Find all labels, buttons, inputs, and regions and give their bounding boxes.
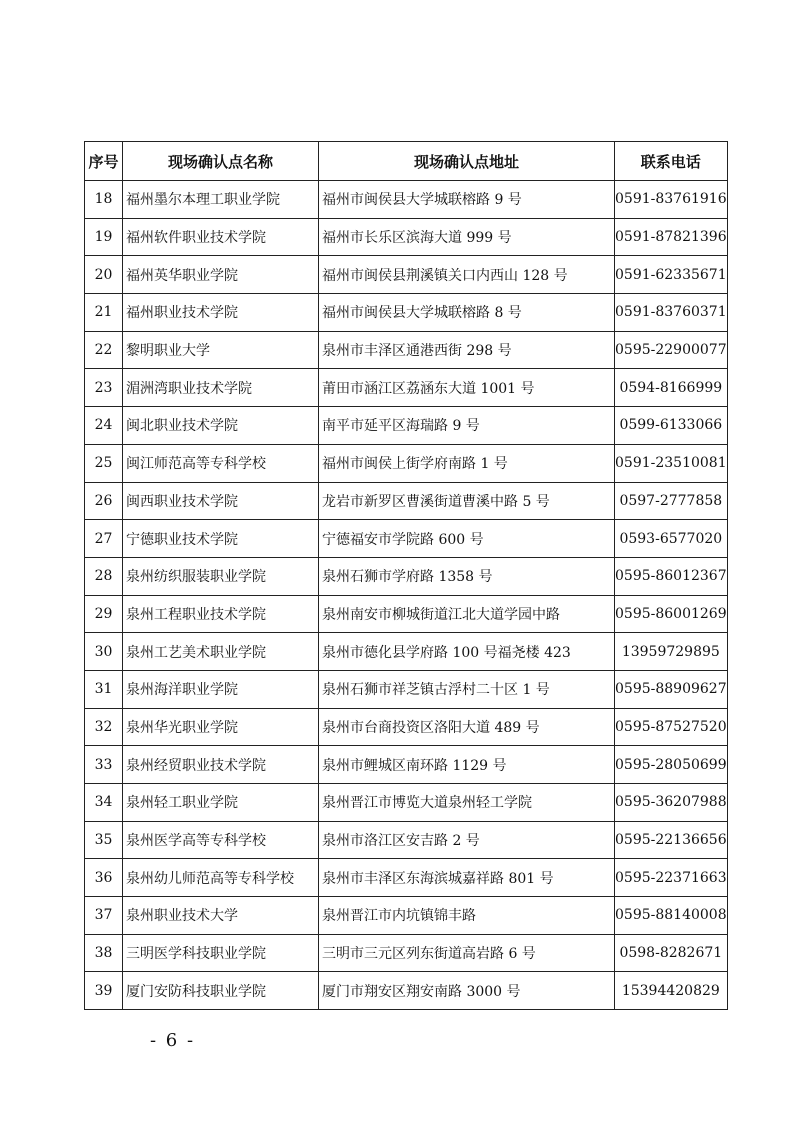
phone-number: 0591-87821396	[615, 218, 728, 256]
site-name: 泉州工程职业技术学院	[123, 595, 319, 633]
site-name: 泉州海洋职业学院	[123, 670, 319, 708]
site-name: 泉州幼儿师范高等专科学校	[123, 859, 319, 897]
row-index: 25	[85, 444, 123, 482]
header-phone: 联系电话	[615, 142, 728, 181]
row-index: 28	[85, 557, 123, 595]
row-index: 24	[85, 407, 123, 445]
site-address: 福州市闽侯县大学城联榕路 8 号	[319, 294, 615, 332]
site-address: 泉州市丰泽区通港西街 298 号	[319, 331, 615, 369]
phone-number: 13959729895	[615, 633, 728, 671]
row-index: 18	[85, 181, 123, 219]
site-address: 泉州市洛江区安吉路 2 号	[319, 821, 615, 859]
site-name: 福州职业技术学院	[123, 294, 319, 332]
site-address: 南平市延平区海瑞路 9 号	[319, 407, 615, 445]
header-index: 序号	[85, 142, 123, 181]
row-index: 26	[85, 482, 123, 520]
table-row	[85, 746, 728, 784]
row-index: 36	[85, 859, 123, 897]
site-address: 泉州石狮市学府路 1358 号	[319, 557, 615, 595]
site-name: 闽江师范高等专科学校	[123, 444, 319, 482]
site-address: 三明市三元区列东街道高岩路 6 号	[319, 934, 615, 972]
table-row	[85, 444, 728, 482]
site-address: 泉州南安市柳城街道江北大道学园中路	[319, 595, 615, 633]
table-row	[85, 407, 728, 445]
site-table-container	[84, 141, 728, 1010]
site-name: 福州墨尔本理工职业学院	[123, 181, 319, 219]
header-site-name: 现场确认点名称	[123, 142, 319, 181]
table-row	[85, 218, 728, 256]
site-name: 福州软件职业技术学院	[123, 218, 319, 256]
site-name: 厦门安防科技职业学院	[123, 972, 319, 1010]
table-row	[85, 897, 728, 935]
site-address: 莆田市涵江区荔涵东大道 1001 号	[319, 369, 615, 407]
site-address: 泉州市鲤城区南环路 1129 号	[319, 746, 615, 784]
phone-number: 0594-8166999	[615, 369, 728, 407]
row-index: 37	[85, 897, 123, 935]
table-row	[85, 595, 728, 633]
phone-number: 15394420829	[615, 972, 728, 1010]
row-index: 20	[85, 256, 123, 294]
phone-number: 0595-87527520	[615, 708, 728, 746]
table-row	[85, 633, 728, 671]
site-name: 泉州华光职业学院	[123, 708, 319, 746]
site-address: 福州市长乐区滨海大道 999 号	[319, 218, 615, 256]
site-name: 三明医学科技职业学院	[123, 934, 319, 972]
phone-number: 0593-6577020	[615, 520, 728, 558]
row-index: 21	[85, 294, 123, 332]
table-row	[85, 972, 728, 1010]
row-index: 32	[85, 708, 123, 746]
site-name: 泉州纺织服装职业学院	[123, 557, 319, 595]
phone-number: 0595-28050699	[615, 746, 728, 784]
table-row	[85, 821, 728, 859]
site-address: 泉州石狮市祥芝镇古浮村二十区 1 号	[319, 670, 615, 708]
table-header-row	[85, 142, 728, 181]
site-name: 泉州工艺美术职业学院	[123, 633, 319, 671]
site-address: 泉州晋江市内坑镇锦丰路	[319, 897, 615, 935]
site-name: 泉州医学高等专科学校	[123, 821, 319, 859]
table-body	[85, 181, 728, 1010]
phone-number: 0595-88909627	[615, 670, 728, 708]
phone-number: 0595-86012367	[615, 557, 728, 595]
site-name: 福州英华职业学院	[123, 256, 319, 294]
table-row	[85, 670, 728, 708]
row-index: 19	[85, 218, 123, 256]
site-address: 泉州晋江市博览大道泉州轻工学院	[319, 784, 615, 822]
phone-number: 0595-22136656	[615, 821, 728, 859]
page-number: - 6 -	[150, 1030, 196, 1051]
phone-number: 0595-88140008	[615, 897, 728, 935]
row-index: 39	[85, 972, 123, 1010]
table-row	[85, 256, 728, 294]
row-index: 29	[85, 595, 123, 633]
table-row	[85, 331, 728, 369]
site-name: 泉州职业技术大学	[123, 897, 319, 935]
table-row	[85, 520, 728, 558]
phone-number: 0599-6133066	[615, 407, 728, 445]
site-address: 福州市闽侯上街学府南路 1 号	[319, 444, 615, 482]
table-row	[85, 294, 728, 332]
row-index: 31	[85, 670, 123, 708]
table-row	[85, 181, 728, 219]
phone-number: 0598-8282671	[615, 934, 728, 972]
row-index: 34	[85, 784, 123, 822]
site-address: 厦门市翔安区翔安南路 3000 号	[319, 972, 615, 1010]
site-address: 龙岩市新罗区曹溪街道曹溪中路 5 号	[319, 482, 615, 520]
site-name: 湄洲湾职业技术学院	[123, 369, 319, 407]
site-name: 黎明职业大学	[123, 331, 319, 369]
site-name: 闽北职业技术学院	[123, 407, 319, 445]
header-site-address: 现场确认点地址	[319, 142, 615, 181]
table-row	[85, 557, 728, 595]
site-address: 泉州市丰泽区东海滨城嘉祥路 801 号	[319, 859, 615, 897]
phone-number: 0597-2777858	[615, 482, 728, 520]
table-row	[85, 369, 728, 407]
row-index: 35	[85, 821, 123, 859]
phone-number: 0591-23510081	[615, 444, 728, 482]
site-address: 福州市闽侯县大学城联榕路 9 号	[319, 181, 615, 219]
site-name: 泉州经贸职业技术学院	[123, 746, 319, 784]
row-index: 33	[85, 746, 123, 784]
site-address: 宁德福安市学院路 600 号	[319, 520, 615, 558]
table-row	[85, 934, 728, 972]
confirmation-site-table	[84, 141, 728, 1010]
phone-number: 0595-22900077	[615, 331, 728, 369]
phone-number: 0595-36207988	[615, 784, 728, 822]
site-address: 福州市闽侯县荆溪镇关口内西山 128 号	[319, 256, 615, 294]
site-name: 泉州轻工职业学院	[123, 784, 319, 822]
phone-number: 0591-62335671	[615, 256, 728, 294]
row-index: 22	[85, 331, 123, 369]
row-index: 30	[85, 633, 123, 671]
table-row	[85, 482, 728, 520]
site-address: 泉州市德化县学府路 100 号福尧楼 423	[319, 633, 615, 671]
row-index: 38	[85, 934, 123, 972]
phone-number: 0595-22371663	[615, 859, 728, 897]
row-index: 27	[85, 520, 123, 558]
table-row	[85, 708, 728, 746]
phone-number: 0591-83760371	[615, 294, 728, 332]
row-index: 23	[85, 369, 123, 407]
site-name: 闽西职业技术学院	[123, 482, 319, 520]
table-row	[85, 784, 728, 822]
site-name: 宁德职业技术学院	[123, 520, 319, 558]
phone-number: 0595-86001269	[615, 595, 728, 633]
phone-number: 0591-83761916	[615, 181, 728, 219]
site-address: 泉州市台商投资区洛阳大道 489 号	[319, 708, 615, 746]
table-row	[85, 859, 728, 897]
